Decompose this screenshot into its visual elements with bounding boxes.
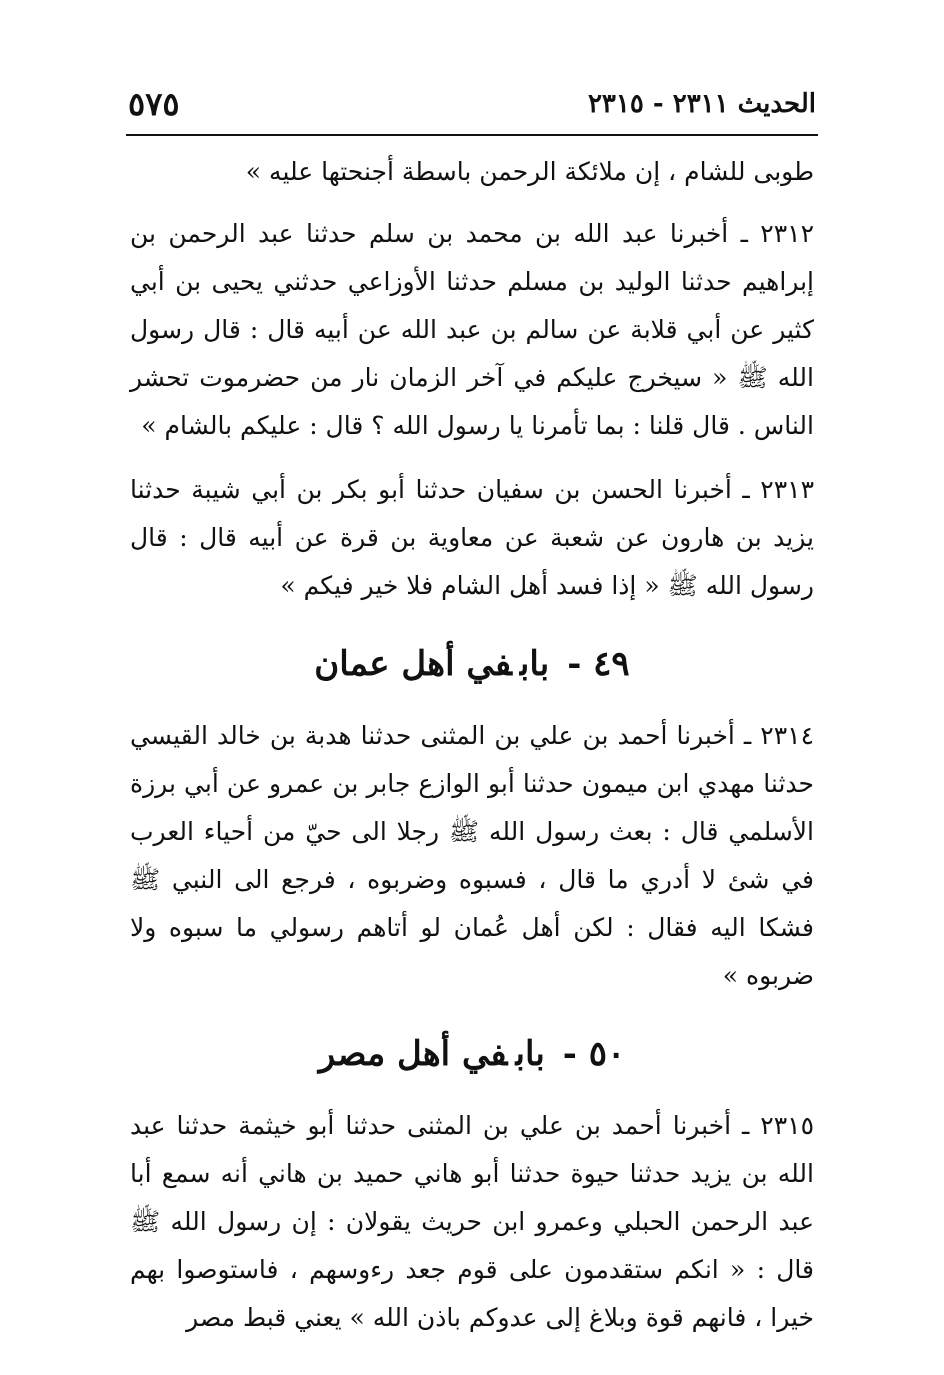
continuation-text: طوبى للشام ، إن ملائكة الرحمن باسطة أجنحتها عليه »	[245, 157, 814, 186]
chapter-bab: باب	[515, 1034, 545, 1074]
chapter-number: ٥٠ -	[562, 1034, 626, 1074]
header-rule	[126, 134, 818, 136]
hadith-2312: ٢٣١٢ ـ أخبرنا عبد الله بن محمد بن سلم حدثنا عبد الرحمن بن إبراهيم حدثنا الوليد بن مسلم حدثنا الأوزاعي حدثني يحيى بن أبي كثير عن أبي قلابة عن سالم بن عبد الله عن أبيه قال : قال رسول الله ﷺ « سيخرج عليكم في آخر الزمان نار من حضرموت تحشر الناس . قال قلنا : بما تأمرنا يا رسول الله ؟ قال : عليكم بالشام »	[130, 219, 814, 440]
chapter-title: في أهل مصر	[318, 1034, 508, 1074]
hadith-2313: ٢٣١٣ ـ أخبرنا الحسن بن سفيان حدثنا أبو بكر بن أبي شيبة حدثنا يزيد بن هارون عن شعبة عن معاوية بن قرة عن أبيه قال : قال رسول الله ﷺ « إذا فسد أهل الشام فلا خير فيكم »	[130, 475, 814, 600]
chapter-number: ٤٩ -	[567, 644, 630, 684]
chapter-heading-49	[130, 638, 814, 690]
chapter-title: في أهل عمان	[314, 644, 512, 684]
running-title: الحديث ٢٣١١ - ٢٣١٥	[587, 89, 816, 119]
chapter-heading-50	[130, 1028, 814, 1080]
page-number: ٥٧٥	[128, 85, 180, 123]
page-body	[130, 148, 814, 1332]
hadith-2315: ٢٣١٥ ـ أخبرنا أحمد بن علي بن المثنى حدثنا أبو خيثمة حدثنا عبد الله بن يزيد حدثنا حيوة حدثنا أبو هاني حميد بن هاني أنه سمع أبا عبد الرحمن الحبلي وعمرو ابن حريث يقولان : إن رسول الله ﷺ قال : « انكم ستقدمون على قوم جعد رءوسهم ، فاستوصوا بهم خيرا ، فانهم قوة وبلاغ إلى عدوكم باذن الله » يعني قبط مصر	[130, 1111, 814, 1332]
page-header	[128, 78, 816, 130]
hadith-2314: ٢٣١٤ ـ أخبرنا أحمد بن علي بن المثنى حدثنا هدبة بن خالد القيسي حدثنا مهدي ابن ميمون حدثنا أبو الوازع جابر بن عمرو عن أبي برزة الأسلمي قال : بعث رسول الله ﷺ رجلا الى حيّ من أحياء العرب في شئ لا أدري ما قال ، فسبوه وضربوه ، فرجع الى النبي ﷺ فشكا اليه فقال : لكن أهل عُمان لو أتاهم رسولي ما سبوه ولا ضربوه »	[130, 721, 814, 990]
chapter-bab: باب	[519, 644, 550, 684]
